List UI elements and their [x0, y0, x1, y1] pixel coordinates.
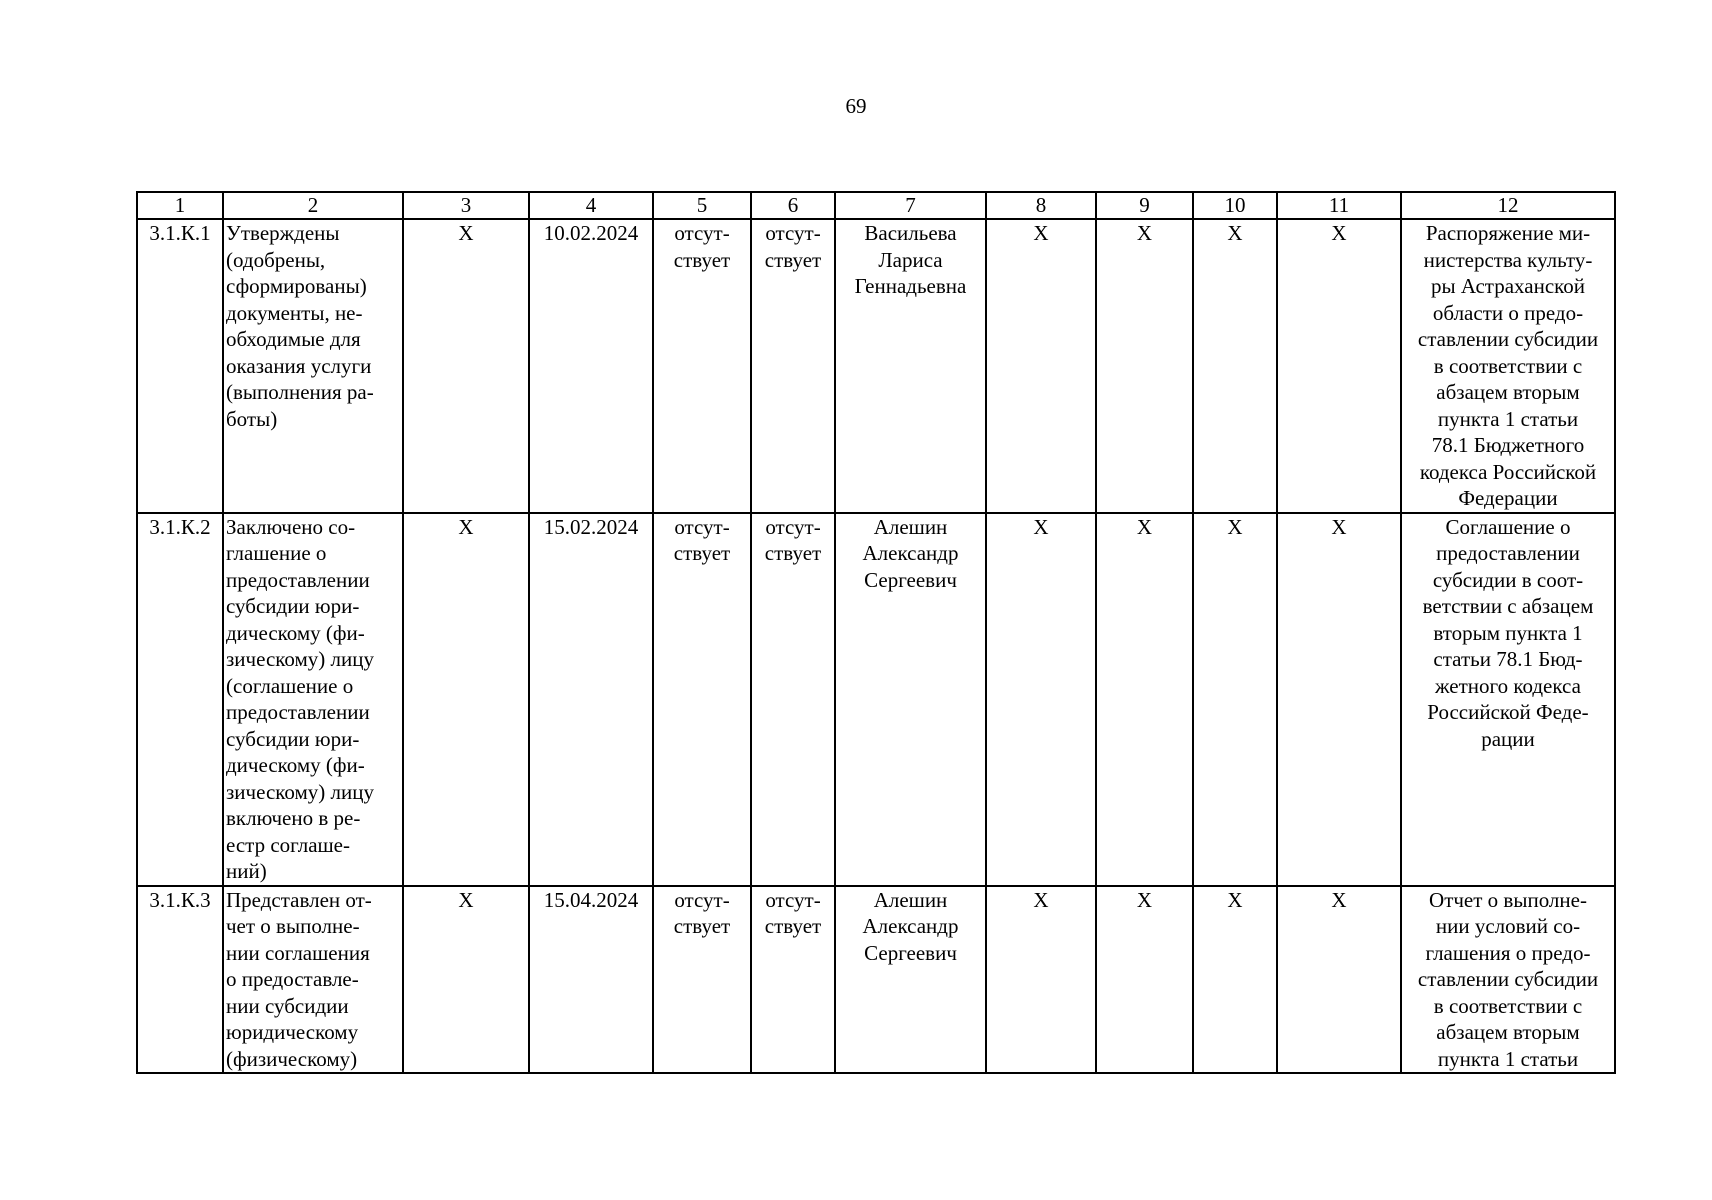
- cell-description-line: глашение о: [226, 541, 327, 565]
- cell-document-line: Российской Феде-: [1427, 700, 1589, 724]
- column-header-8: 8: [986, 192, 1096, 219]
- cell-document-line: кодекса Российской: [1419, 459, 1597, 484]
- cell-code: 3.1.К.3: [137, 886, 223, 1074]
- cell-col8: X: [986, 886, 1096, 1074]
- cell-code: 3.1.К.2: [137, 513, 223, 886]
- cell-responsible: [835, 886, 986, 1074]
- cell-document-line: в соответствии с: [1433, 993, 1583, 1018]
- cell-document-line: пункта 1 статьи: [1437, 406, 1579, 431]
- cell-col6: [751, 886, 835, 1074]
- cell-responsible-line: Алешин: [873, 514, 948, 539]
- cell-responsible-line: Сергеевич: [864, 567, 957, 592]
- cell-description: [223, 219, 403, 513]
- column-header-7: 7: [835, 192, 986, 219]
- cell-col3: X: [403, 513, 529, 886]
- cell-col3: X: [403, 886, 529, 1074]
- cell-description-line: предоставлении: [226, 567, 370, 592]
- header-row: [137, 192, 1615, 219]
- cell-description-line: Утверждены: [226, 221, 340, 245]
- cell-document-line: нии условий со-: [1435, 914, 1581, 938]
- cell-description-line: документы, не-: [226, 300, 363, 325]
- cell-document-line: статьи 78.1 Бюд-: [1433, 647, 1583, 671]
- cell-document-line: субсидии в соот-: [1432, 567, 1584, 592]
- cell-responsible: [835, 219, 986, 513]
- cell-col11: X: [1277, 219, 1401, 513]
- cell-col9: X: [1096, 886, 1193, 1074]
- page-number: 69: [845, 94, 867, 118]
- cell-document-line: ставлении субсидии: [1417, 327, 1599, 351]
- column-header-5: 5: [653, 192, 751, 219]
- cell-date: 15.02.2024: [529, 513, 653, 886]
- cell-description-line: включено в ре-: [226, 806, 361, 830]
- cell-description-line: субсидии юри-: [226, 726, 360, 751]
- cell-description: [223, 513, 403, 886]
- cell-description-line: Представлен от-: [226, 887, 372, 912]
- cell-responsible-line: Васильева: [864, 221, 957, 245]
- cell-col3: X: [403, 219, 529, 513]
- cell-responsible-line: Александр: [862, 541, 959, 565]
- cell-col6-line: отсут-: [765, 887, 821, 912]
- cell-col6-line: отсут-: [765, 514, 821, 539]
- cell-document: [1401, 886, 1615, 1074]
- cell-document-line: Федерации: [1458, 486, 1558, 510]
- cell-document-line: Отчет о выполне-: [1429, 887, 1587, 912]
- cell-description-line: юридическому: [226, 1020, 359, 1044]
- column-header-11: 11: [1277, 192, 1401, 219]
- cell-description-line: зическому) лицу: [226, 779, 374, 804]
- table-row: [137, 886, 1615, 1074]
- cell-description-line: дическому (фи-: [226, 753, 365, 777]
- cell-document-line: 78.1 Бюджетного: [1431, 433, 1585, 457]
- cell-responsible: [835, 513, 986, 886]
- cell-document-line: вторым пункта 1: [1433, 620, 1583, 645]
- cell-col11: X: [1277, 513, 1401, 886]
- table-row: [137, 513, 1615, 886]
- cell-description-line: нии субсидии: [226, 993, 349, 1018]
- cell-document-line: Соглашение о: [1445, 514, 1571, 539]
- cell-document-line: глашения о предо-: [1425, 940, 1591, 965]
- column-header-2: 2: [223, 192, 403, 219]
- column-header-4: 4: [529, 192, 653, 219]
- cell-document-line: ветствии с абзацем: [1422, 594, 1594, 618]
- cell-responsible-line: Лариса: [878, 247, 943, 272]
- cell-description-line: сформированы): [226, 274, 367, 298]
- cell-description-line: обходимые для: [226, 327, 361, 351]
- cell-document-line: абзацем вторым: [1436, 1020, 1580, 1044]
- cell-description-line: естр соглаше-: [226, 832, 351, 857]
- cell-date: 10.02.2024: [529, 219, 653, 513]
- cell-description-line: (физическому): [226, 1046, 358, 1071]
- cell-description-line: чет о выполне-: [226, 914, 360, 938]
- cell-col10: X: [1193, 219, 1277, 513]
- cell-col5: [653, 513, 751, 886]
- cell-col5-line: отсут-: [674, 887, 730, 912]
- cell-col9: X: [1096, 219, 1193, 513]
- column-header-6: 6: [751, 192, 835, 219]
- cell-description-line: (соглашение о: [226, 673, 354, 698]
- cell-col6-line: ствует: [764, 247, 822, 272]
- cell-col6: [751, 513, 835, 886]
- cell-document-line: ставлении субсидии: [1417, 967, 1599, 991]
- cell-description-line: нии соглашения: [226, 940, 370, 965]
- cell-col10: X: [1193, 886, 1277, 1074]
- cell-col6: [751, 219, 835, 513]
- cell-description-line: боты): [226, 406, 278, 431]
- cell-code: 3.1.К.1: [137, 219, 223, 513]
- column-header-1: 1: [137, 192, 223, 219]
- cell-responsible-line: Сергеевич: [864, 940, 957, 965]
- cell-col8: X: [986, 219, 1096, 513]
- cell-description-line: оказания услуги: [226, 353, 372, 378]
- table-body: [137, 219, 1615, 1073]
- cell-document: [1401, 219, 1615, 513]
- cell-description-line: ний): [226, 859, 267, 883]
- cell-document: [1401, 513, 1615, 886]
- cell-date: 15.04.2024: [529, 886, 653, 1074]
- cell-description-line: Заключено со-: [226, 514, 356, 539]
- cell-col10: X: [1193, 513, 1277, 886]
- plan-table: [136, 191, 1616, 1074]
- cell-col5-line: ствует: [673, 541, 731, 565]
- cell-col11: X: [1277, 886, 1401, 1074]
- cell-col6-line: ствует: [764, 914, 822, 938]
- cell-document-line: нистерства культу-: [1423, 247, 1593, 272]
- cell-col6-line: ствует: [764, 541, 822, 565]
- cell-col8: X: [986, 513, 1096, 886]
- column-header-9: 9: [1096, 192, 1193, 219]
- cell-description-line: (одобрены,: [226, 247, 326, 272]
- cell-col5: [653, 886, 751, 1074]
- table-header: [137, 192, 1615, 219]
- cell-col5-line: ствует: [673, 914, 731, 938]
- cell-document-line: ры Астраханской: [1430, 274, 1586, 298]
- cell-col5-line: отсут-: [674, 514, 730, 539]
- cell-responsible-line: Алешин: [873, 887, 948, 912]
- cell-description: [223, 886, 403, 1074]
- cell-col5: [653, 219, 751, 513]
- column-header-10: 10: [1193, 192, 1277, 219]
- cell-description-line: о предоставле-: [226, 967, 359, 991]
- cell-document-line: пункта 1 статьи: [1437, 1046, 1579, 1071]
- cell-description-line: (выполнения ра-: [226, 380, 374, 404]
- cell-col5-line: отсут-: [674, 221, 730, 245]
- cell-col9: X: [1096, 513, 1193, 886]
- cell-description-line: зическому) лицу: [226, 647, 374, 671]
- cell-col6-line: отсут-: [765, 221, 821, 245]
- cell-document-line: рации: [1481, 726, 1535, 751]
- cell-document-line: абзацем вторым: [1436, 380, 1580, 404]
- cell-document-line: области о предо-: [1432, 300, 1584, 325]
- cell-document-line: Распоряжение ми-: [1425, 221, 1591, 245]
- cell-description-line: субсидии юри-: [226, 594, 360, 618]
- cell-description-line: дическому (фи-: [226, 620, 365, 645]
- cell-responsible-line: Геннадьевна: [854, 274, 967, 298]
- column-header-3: 3: [403, 192, 529, 219]
- cell-col5-line: ствует: [673, 247, 731, 272]
- column-header-12: 12: [1401, 192, 1615, 219]
- cell-responsible-line: Александр: [862, 914, 959, 938]
- cell-document-line: предоставлении: [1436, 541, 1580, 565]
- cell-description-line: предоставлении: [226, 700, 370, 724]
- table-row: [137, 219, 1615, 513]
- cell-document-line: в соответствии с: [1433, 353, 1583, 378]
- cell-document-line: жетного кодекса: [1435, 673, 1581, 698]
